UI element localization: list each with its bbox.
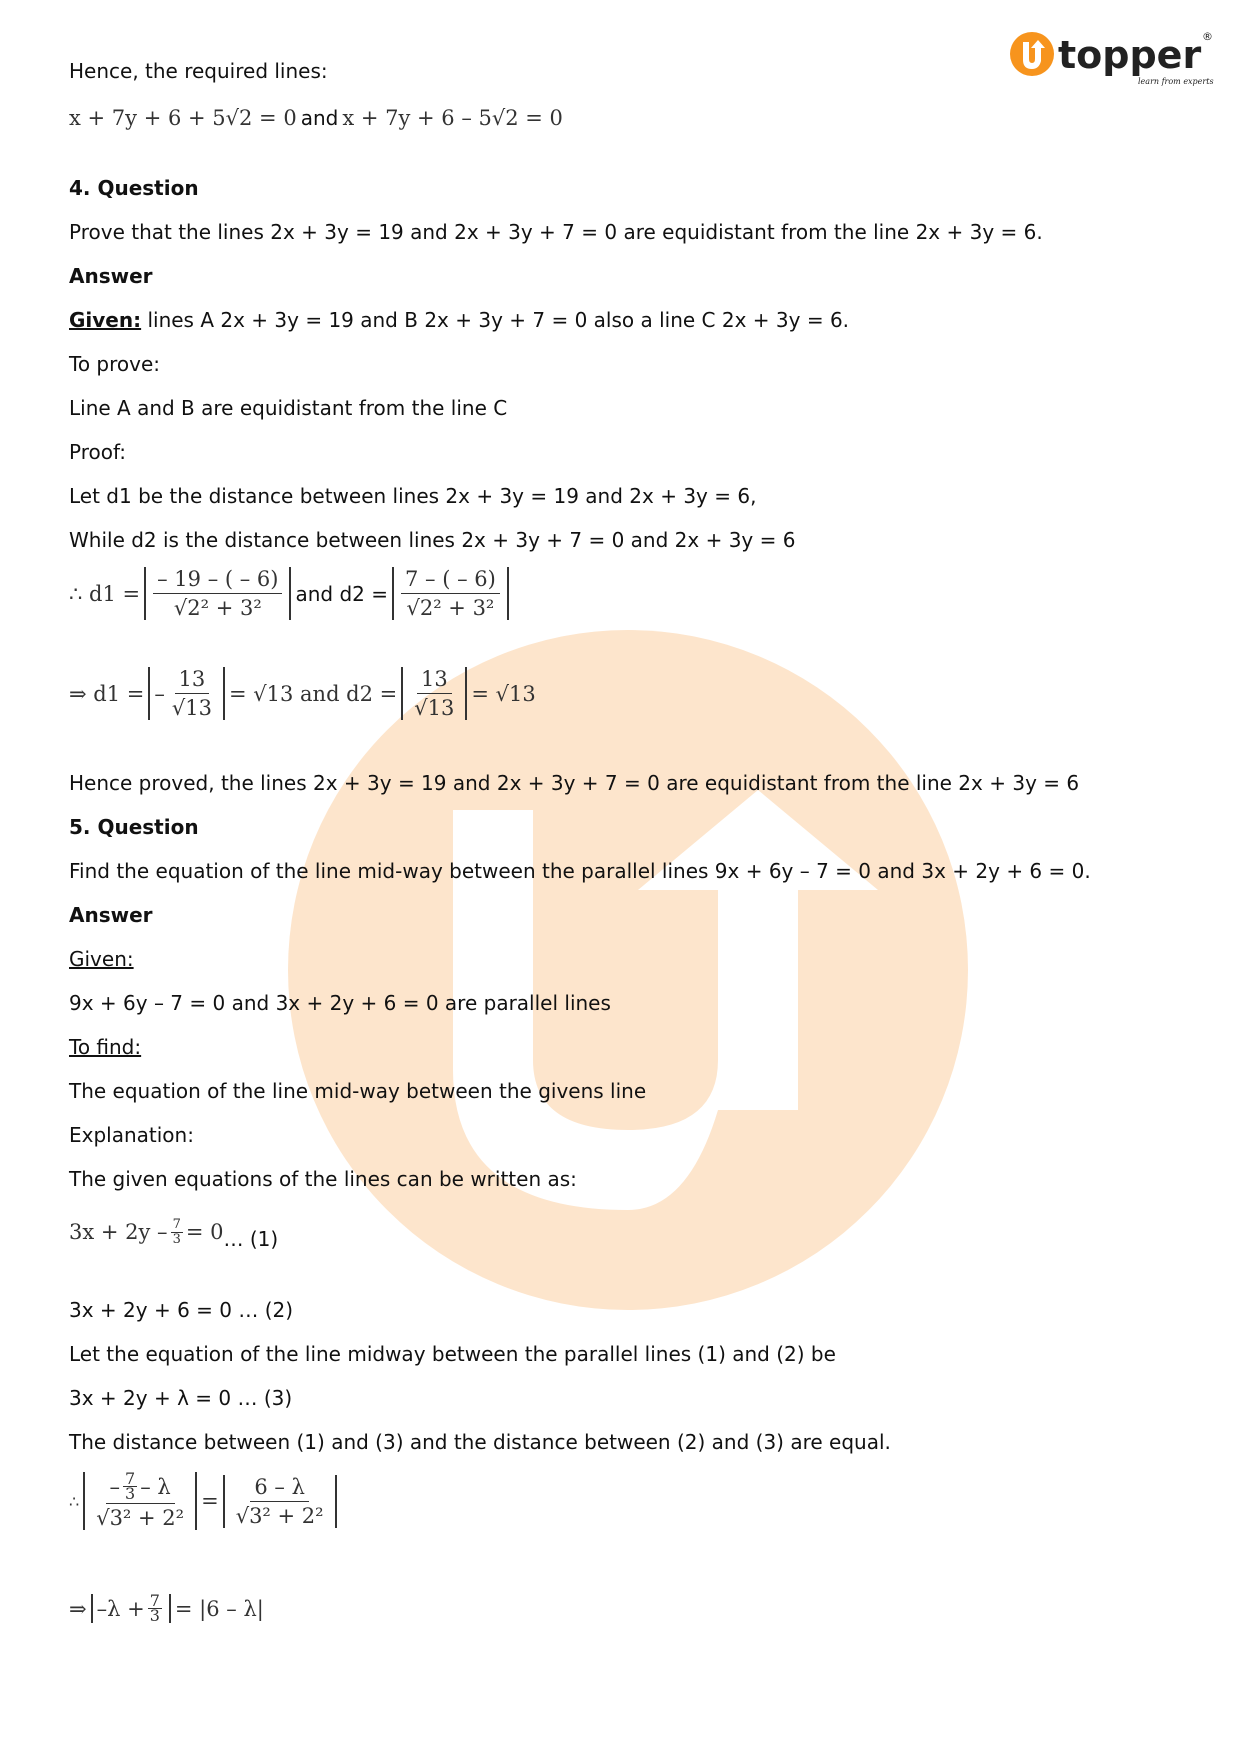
line-eq-b: x + 7y + 6 – 5√2 = 0 xyxy=(342,106,563,130)
distance-equation-1 xyxy=(69,567,513,620)
eq1-mid: and d2 = xyxy=(295,581,389,606)
eq7-num: 7 xyxy=(149,1591,160,1610)
eq3-num: 7 xyxy=(172,1216,181,1232)
eq2-frac-1 xyxy=(168,667,216,720)
to-prove-label: To prove: xyxy=(69,352,161,376)
eq2-num-1: 13 xyxy=(175,667,210,694)
d1-definition: Let d1 be the distance between lines 2x + 3y = 19 and 2x + 3y = 6, xyxy=(69,484,757,508)
eq7-lhs: –λ + xyxy=(96,1596,145,1621)
and-text: and xyxy=(300,106,339,130)
explanation-label: Explanation: xyxy=(69,1123,194,1147)
eq2-prefix: ⇒ d1 = xyxy=(69,681,145,706)
eq6-inner-rest: – λ xyxy=(140,1474,171,1499)
distance-equation-2 xyxy=(69,667,536,720)
eq6-num-1 xyxy=(106,1469,175,1504)
eq1-num-1: – 19 – ( – 6) xyxy=(153,567,282,594)
eq6-inner-minus: – xyxy=(109,1474,121,1499)
eq2-frac-2 xyxy=(410,667,458,720)
svg-text:®: ® xyxy=(1202,30,1213,43)
eq1-frac-1 xyxy=(153,567,282,620)
distance-equality-equation xyxy=(69,1469,341,1530)
proof-label: Proof: xyxy=(69,440,127,464)
eq2-mid: = √13 and d2 = xyxy=(228,681,398,706)
svg-text:learn from experts: learn from experts xyxy=(1138,77,1214,86)
watermark-logo xyxy=(288,630,968,1310)
eq2-abs-1 xyxy=(148,667,225,720)
answer-heading: Answer xyxy=(69,264,153,288)
eq6-inner-frac xyxy=(123,1469,137,1503)
eq1-prefix: ∴ d1 = xyxy=(69,581,141,606)
eq1-num-2: 7 – ( – 6) xyxy=(401,567,500,594)
eq1-den-2: √2² + 3² xyxy=(406,596,495,620)
given-label: Given: xyxy=(69,308,142,332)
eq6-abs-2 xyxy=(223,1475,337,1528)
eq6-inner-den: 3 xyxy=(125,1484,136,1503)
eq2-end: = √13 xyxy=(471,681,536,706)
distance-equal-text: The distance between (1) and (3) and the distance between (2) and (3) are equal. xyxy=(69,1430,891,1454)
eq6-equals: = xyxy=(201,1489,219,1513)
midway-line-text: Let the equation of the line midway between the parallel lines (1) and (2) be xyxy=(69,1342,836,1366)
svg-text:topper: topper xyxy=(1058,33,1202,77)
eq2-den-1: √13 xyxy=(171,696,212,720)
eq6-abs-1 xyxy=(83,1469,197,1530)
to-find-label: To find: xyxy=(69,1035,142,1059)
question-4-title: 4. Question xyxy=(69,176,199,200)
eq3-rhs: = 0 xyxy=(185,1220,224,1244)
question-4-text: Prove that the lines 2x + 3y = 19 and 2x + 3y + 7 = 0 are equidistant from the line 2x + 3y = 6. xyxy=(69,220,1043,244)
eq3-lhs: 3x + 2y – xyxy=(69,1220,168,1244)
given-text: lines A 2x + 3y = 19 and B 2x + 3y + 7 = 0 also a line C 2x + 3y = 6. xyxy=(141,308,850,332)
question-5-title: 5. Question xyxy=(69,815,199,839)
equation-1 xyxy=(69,1213,278,1251)
eq2-abs-2 xyxy=(401,667,467,720)
eq7-abs xyxy=(91,1591,171,1625)
eq7-rhs: = |6 – λ| xyxy=(174,1596,264,1621)
eq2-num-2: 13 xyxy=(417,667,452,694)
eq6-den-1: √3² + 2² xyxy=(96,1506,185,1530)
eq6-frac-2 xyxy=(232,1475,328,1528)
eq2-minus: – xyxy=(154,681,165,706)
eq7-den: 3 xyxy=(149,1606,160,1625)
hence-required-lines: Hence, the required lines: xyxy=(69,59,328,83)
eq1-abs-1 xyxy=(144,567,291,620)
topper-logo xyxy=(1010,28,1214,90)
eq1-den-1: √2² + 3² xyxy=(173,596,262,620)
eq3-den: 3 xyxy=(172,1231,181,1247)
eq6-frac-1 xyxy=(92,1469,188,1530)
eq7-frac xyxy=(148,1591,162,1625)
eq6-inner-num: 7 xyxy=(125,1469,136,1488)
required-lines-equation xyxy=(69,106,563,130)
equation-3: 3x + 2y + λ = 0 … (3) xyxy=(69,1386,293,1410)
given-text-2: 9x + 6y – 7 = 0 and 3x + 2y + 6 = 0 are parallel lines xyxy=(69,991,611,1015)
given-line xyxy=(69,307,849,333)
line-eq-a: x + 7y + 6 + 5√2 = 0 xyxy=(69,106,297,130)
given-label-2: Given: xyxy=(69,947,134,971)
hence-proved: Hence proved, the lines 2x + 3y = 19 and 2x + 3y + 7 = 0 are equidistant from the line 2x + 3y = 6 xyxy=(69,771,1080,795)
eq2-den-2: √13 xyxy=(414,696,455,720)
to-find-text: The equation of the line mid-way between the givens line xyxy=(69,1079,647,1103)
eq6-prefix: ∴ xyxy=(69,1491,80,1511)
d2-definition: While d2 is the distance between lines 2x + 3y + 7 = 0 and 2x + 3y = 6 xyxy=(69,528,796,552)
question-5-text: Find the equation of the line mid-way between the parallel lines 9x + 6y – 7 = 0 and 3x + 2y + 6 = 0. xyxy=(69,859,1091,883)
abs-equation xyxy=(69,1591,264,1625)
eq3-frac xyxy=(171,1218,183,1247)
written-as-text: The given equations of the lines can be written as: xyxy=(69,1167,577,1191)
equation-2: 3x + 2y + 6 = 0 … (2) xyxy=(69,1298,294,1322)
eq6-den-2: √3² + 2² xyxy=(235,1503,324,1528)
eq6-num-2: 6 – λ xyxy=(250,1475,309,1502)
eq7-prefix: ⇒ xyxy=(69,1596,87,1621)
eq1-abs-2 xyxy=(392,567,509,620)
answer-heading-2: Answer xyxy=(69,903,153,927)
eq3-tag: … (1) xyxy=(223,1227,279,1251)
to-prove-text: Line A and B are equidistant from the line C xyxy=(69,396,508,420)
topper-logo-icon xyxy=(1010,28,1214,90)
eq1-frac-2 xyxy=(401,567,500,620)
